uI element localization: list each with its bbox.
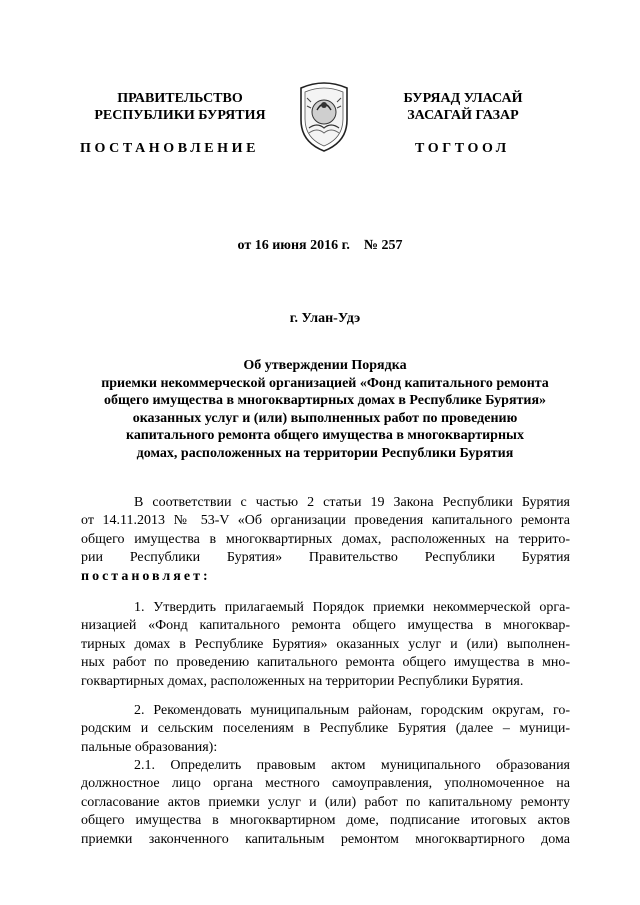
item-2-1-paragraph (81, 757, 570, 849)
item-2-1-line: приемки законченного капитальным ремонтом многоквартирного дома (81, 831, 570, 847)
item-2-1-line: 2.1. Определить правовым актом муниципального образования (134, 758, 570, 773)
preamble-line: В соответствии с частью 2 статьи 19 Закона Республики Бурятия (134, 495, 570, 510)
item-1-paragraph (81, 599, 570, 691)
decree-word: постановляет: (81, 568, 211, 584)
title-line: Об утверждении Порядка (243, 358, 407, 373)
item-2-line: 2. Рекомендовать муниципальным районам, городским округам, го- (134, 703, 570, 718)
item-1-line: ных работ по проведению капитального ремонта общего имущества в мно- (81, 655, 570, 671)
item-2-line: родским и сельским поселениям в Республике Бурятия (далее – муници- (81, 721, 570, 737)
date-number: от 16 июня 2016 г. № 257 (237, 238, 403, 253)
title-line: домах, расположенных на территории Республики Бурятия (136, 445, 514, 461)
item-2-1-line: должностное лицо органа местного самоуправления, уполномоченное на (81, 776, 570, 792)
item-2-paragraph (81, 702, 570, 757)
government-name-bua (368, 90, 558, 124)
document-title (60, 357, 590, 463)
document-type-bua: ТОГТООЛ (415, 141, 510, 156)
item-1-line: низацией «Фонд капитального ремонта общего имущества в многоквар- (81, 618, 570, 634)
title-line: приемки некоммерческой организацией «Фонд капитального ремонта (101, 375, 549, 391)
city: г. Улан-Удэ (289, 311, 361, 326)
document-type-ru: ПОСТАНОВЛЕНИЕ (80, 141, 260, 156)
item-2-1-line: согласование актов приемки услуг и (или) работ по капитальному ремонту (81, 794, 570, 810)
preamble-line: рии Республики Бурятия» Правительство Республики Бурятия (81, 550, 570, 566)
preamble-line: от 14.11.2013 № 53-V «Об организации проведения капитального ремонта (81, 513, 570, 529)
title-line: оказанных услуг и (или) выполненных работ по проведению (132, 410, 518, 426)
item-2-line: пальные образования): (81, 739, 218, 755)
preamble-paragraph (81, 494, 570, 586)
government-name-line1: ПРАВИТЕЛЬСТВО (117, 91, 243, 106)
government-name-ru (80, 90, 280, 124)
item-1-line: гоквартирных домах, расположенных на территории Республики Бурятия. (81, 673, 524, 689)
item-1-line: 1. Утвердить прилагаемый Порядок приемки некоммерческой орга- (134, 600, 570, 615)
title-line: общего имущества в многоквартирных домах в Республике Бурятия» (103, 393, 547, 409)
title-line: капитального ремонта общего имущества в многоквартирных (126, 428, 524, 444)
item-1-line: тирных домах в Республике Бурятия» оказанных услуг и (или) выполнен- (81, 636, 570, 652)
coat-of-arms-icon (295, 80, 353, 154)
preamble-line: общего имущества в многоквартирных домах, расположенных на террито- (81, 531, 570, 547)
government-name-bua-line2: ЗАСАГАЙ ГАЗАР (407, 108, 519, 123)
item-2-1-line: общего имущества в многоквартирном доме, подписание итоговых актов (81, 813, 570, 829)
government-name-line2: РЕСПУБЛИКИ БУРЯТИЯ (94, 108, 266, 123)
government-name-bua-line1: БУРЯАД УЛАСАЙ (403, 91, 523, 106)
